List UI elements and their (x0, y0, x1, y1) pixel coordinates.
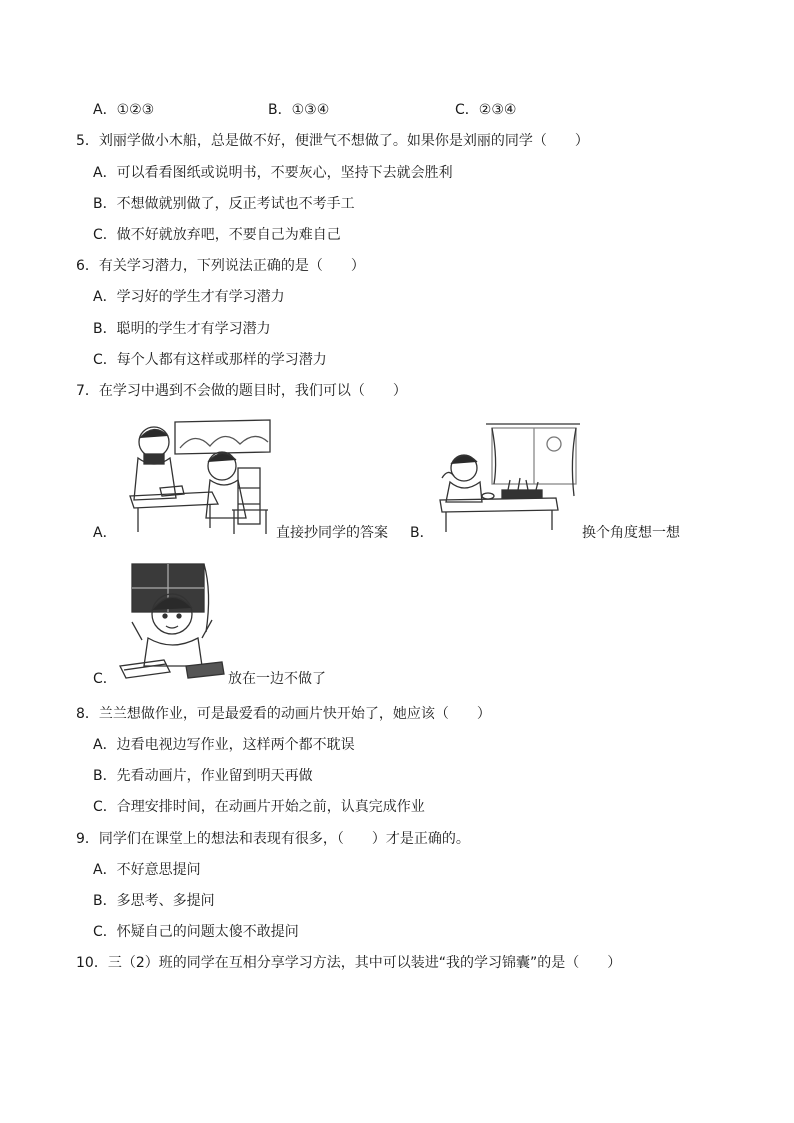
q9-option-b[interactable]: B．多思考、多提问 (93, 893, 215, 909)
kid-thinking-illustration (436, 420, 582, 534)
q8-option-a[interactable]: A．边看电视边写作业，这样两个都不耽误 (93, 737, 355, 753)
q6-option-c[interactable]: C．每个人都有这样或那样的学习潜力 (93, 352, 327, 368)
q5-option-b[interactable]: B．不想做就别做了，反正考试也不考手工 (93, 196, 355, 212)
q8-option-b[interactable]: B．先看动画片，作业留到明天再做 (93, 768, 313, 784)
q7-option-a-letter[interactable]: A． (93, 525, 117, 541)
q8-option-c[interactable]: C．合理安排时间，在动画片开始之前，认真完成作业 (93, 799, 425, 815)
q4-option-c[interactable]: C．②③④ (455, 102, 517, 118)
q6-stem: 6．有关学习潜力，下列说法正确的是（ ） (76, 258, 365, 274)
q6-option-b[interactable]: B．聪明的学生才有学习潜力 (93, 321, 271, 337)
q7-option-a-text[interactable]: 直接抄同学的答案 (276, 525, 388, 541)
q7-option-c-letter[interactable]: C． (93, 671, 117, 687)
q5-stem: 5．刘丽学做小木船，总是做不好，便泄气不想做了。如果你是刘丽的同学（ ） (76, 133, 589, 149)
q7-option-b-illustration (436, 420, 582, 534)
q7-option-b-text[interactable]: 换个角度想一想 (582, 525, 680, 541)
q9-option-a[interactable]: A．不好意思提问 (93, 862, 201, 878)
q8-stem: 8．兰兰想做作业，可是最爱看的动画片快开始了，她应该（ ） (76, 706, 491, 722)
q5-option-c[interactable]: C．做不好就放弃吧，不要自己为难自己 (93, 227, 341, 243)
q4-option-b[interactable]: B．①③④ (268, 102, 330, 118)
q7-option-c-text[interactable]: 放在一边不做了 (228, 671, 326, 687)
q5-option-a[interactable]: A．可以看看图纸或说明书，不要灰心，坚持下去就会胜利 (93, 165, 453, 181)
q6-option-a[interactable]: A．学习好的学生才有学习潜力 (93, 289, 285, 305)
q10-stem: 10．三（2）班的同学在互相分享学习方法，其中可以装进“我的学习锦囊”的是（ ） (76, 955, 622, 971)
q9-stem: 9．同学们在课堂上的想法和表现有很多，（ ）才是正确的。 (76, 831, 470, 847)
q7-option-a-illustration (120, 418, 272, 536)
q9-option-c[interactable]: C．怀疑自己的问题太傻不敢提问 (93, 924, 299, 940)
q7-option-c-illustration (118, 562, 226, 686)
kid-giving-up-illustration (118, 562, 226, 686)
q4-option-a[interactable]: A．①②③ (93, 102, 155, 118)
q7-option-b-letter[interactable]: B． (410, 525, 434, 541)
q7-stem: 7．在学习中遇到不会做的题目时，我们可以（ ） (76, 383, 407, 399)
kids-copying-illustration (120, 418, 272, 536)
